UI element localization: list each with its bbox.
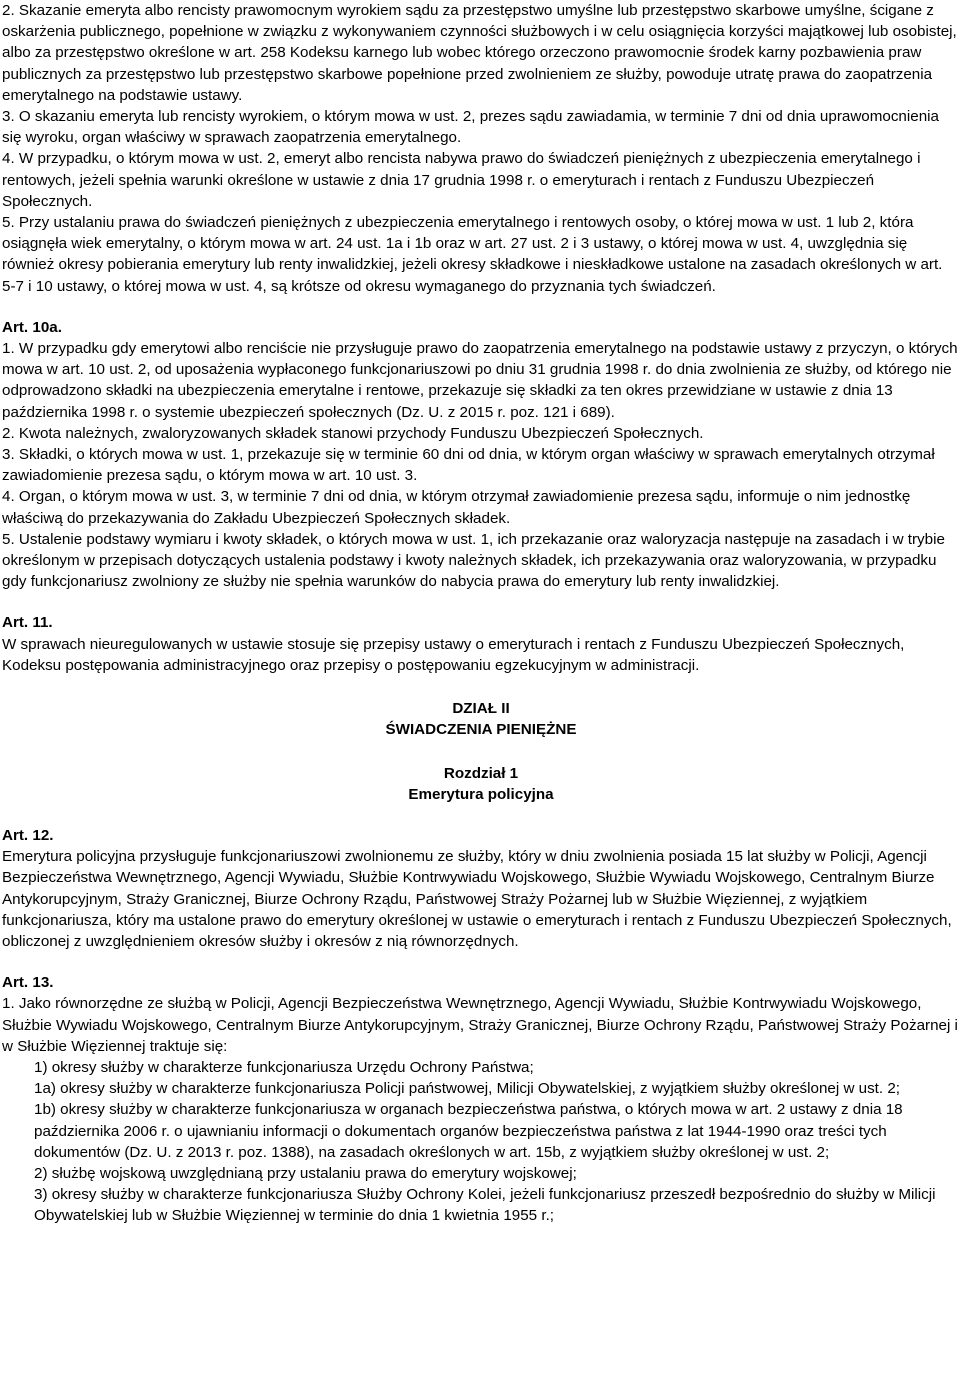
art-10a-paragraph-2: 2. Kwota należnych, zwaloryzowanych składek stanowi przychody Funduszu Ubezpieczeń Społecznych. [2,424,704,442]
art-10-paragraph-4: 4. W przypadku, o którym mowa w ust. 2, emeryt albo rencista nabywa prawo do świadczeń pieniężnych z ubezpieczenia emerytalnego i rentowych, jeżeli spełnia warunki określone w ustawie z dnia 17 grudnia 1998 r. o emeryturach i rentach z Funduszu Ubezpieczeń Społecznych. [2,150,921,210]
art-10a [2,317,960,593]
rozdzial-heading [2,763,960,805]
art-13-intro: 1. Jako równorzędne ze służbą w Policji, Agencji Bezpieczeństwa Wewnętrznego, Agencji Wywiadu, Służbie Kontrwywiadu Wojskowego, Służbie Wywiadu Wojskowego, Centralnym Biurze Antykorupcyjnym, Straży Granicznej, Biurze Ochrony Rządu, Państwowej Straży Pożarnej i w Służbie Więziennej traktuje się: [2,995,958,1055]
art-10-paragraph-3: 3. O skazaniu emeryta lub rencisty wyrokiem, o którym mowa w ust. 2, prezes sądu zawiadamia, w terminie 7 dni od dnia uprawomocnienia się wyroku, organ właściwy w sprawach zaopatrzenia emerytalnego. [2,108,939,147]
rozdzial-title: Emerytura policyjna [408,785,554,803]
art-12-text: Emerytura policyjna przysługuje funkcjonariuszowi zwolnionemu ze służby, który w dniu zwolnienia posiada 15 lat służby w Policji, Agencji Bezpieczeństwa Wewnętrznego, Agencji Wywiadu, Służbie Kontrwywiadu Wojskowego, Służbie Wywiadu Wojskowego, Centralnym Biurze Antykorupcyjnym, Straży Granicznej, Biurze Ochrony Rządu, Państwowej Straży Pożarnej lub w Służbie Więziennej, z wyjątkiem funkcjonariusza, który ma ustalone prawo do emerytury określonej w ustawie o emeryturach i rentach z Funduszu Ubezpieczeń Społecznych, obliczonej z uwzględnieniem okresów służby i okresów z nią równorzędnych. [2,848,952,950]
art-13-heading: Art. 13. [2,974,54,992]
art-10a-paragraph-4: 4. Organ, o którym mowa w ust. 3, w terminie 7 dni od dnia, w którym otrzymał zawiadomienie prezesa sądu, informuje o nim jednostkę właściwą do przekazywania do Zakładu Ubezpieczeń Społecznych składek. [2,488,911,527]
art-10a-paragraph-5: 5. Ustalenie podstawy wymiaru i kwoty składek, o których mowa w ust. 1, ich przekazanie oraz waloryzacja następuje na zasadach i w trybie określonym w przepisach dotyczących ustalenia podstawy i kwoty należnych składek, ich przekazywania oraz waloryzowania, w przypadku gdy funkcjonariusz zwolniony ze służby nie spełnia warunków do nabycia prawa do emerytury lub renty inwalidzkiej. [2,530,945,591]
art-10a-heading: Art. 10a. [2,318,62,336]
art-12-heading: Art. 12. [2,826,54,844]
art-11-heading: Art. 11. [2,614,53,632]
art-13-item-1: 1) okresy służby w charakterze funkcjonariusza Urzędu Ochrony Państwa; [34,1058,534,1076]
art-13-item-3: 3) okresy służby w charakterze funkcjonariusza Służby Ochrony Kolei, jeżeli funkcjonariusz przeszedł bezpośrednio do służby w Milicji Obywatelskiej lub w Służbie Więziennej w terminie do dnia 1 kwietnia 1955 r.; [34,1186,936,1225]
art-13 [2,972,960,1226]
art-10-continuation [2,0,960,297]
dzial-title: ŚWIADCZENIA PIENIĘŻNE [385,721,577,739]
art-10a-paragraph-3: 3. Składki, o których mowa w ust. 1, przekazuje się w terminie 60 dni od dnia, w którym organ właściwy w sprawach emerytalnych otrzymał zawiadomienie prezesa sądu, o którym mowa w art. 10 ust. 3. [2,446,935,485]
art-13-item-2: 2) służbę wojskową uwzględnianą przy ustalaniu prawa do emerytury wojskowej; [34,1164,577,1182]
art-10-paragraph-2: 2. Skazanie emeryta albo rencisty prawomocnym wyrokiem sądu za przestępstwo umyślne lub przestępstwo skarbowe umyślne, ścigane z oskarżenia publicznego, popełnione w związku z wykonywaniem czynności służbowych i w celu osiągnięcia korzyści majątkowej lub osobistej, albo za przestępstwo określone w art. 258 Kodeksu karnego lub wobec którego orzeczono prawomocnie środek karny pozbawienia praw publicznych za przestępstwo lub przestępstwo skarbowe popełnione przed zwolnieniem ze służby, powoduje utratę prawa do zaopatrzenia emerytalnego na podstawie ustawy. [2,2,957,104]
art-13-item-1a: 1a) okresy służby w charakterze funkcjonariusza Policji państwowej, Milicji Obywatelskiej, z wyjątkiem służby określonej w ust. 2; [34,1080,901,1098]
art-10-paragraph-5: 5. Przy ustalaniu prawa do świadczeń pieniężnych z ubezpieczenia emerytalnego i rentowych osoby, o której mowa w ust. 1 lub 2, która osiągnęła wiek emerytalny, o którym mowa w art. 24 ust. 1a i 1b oraz w art. 27 ust. 2 i 3 ustawy, o której mowa w ust. 4, uwzględnia się również okresy pobierania emerytury lub renty inwalidzkiej, jeżeli okresy składkowe i nieskładkowe ustalone na zasadach określonych w art. 5-7 i 10 ustawy, o której mowa w ust. 4, są krótsze od okresu wymaganego do przyznania tych świadczeń. [2,214,943,295]
art-12 [2,825,960,952]
art-13-item-1b: 1b) okresy służby w charakterze funkcjonariusza w organach bezpieczeństwa państwa, o których mowa w art. 2 ustawy z dnia 18 października 2006 r. o ujawnianiu informacji o dokumentach organów bezpieczeństwa państwa z lat 1944-1990 oraz treści tych dokumentów (Dz. U. z 2013 r. poz. 1388), na zasadach określonych w art. 15b, z wyjątkiem służby określonej w ust. 2; [34,1101,903,1161]
art-11 [2,612,960,676]
art-10a-paragraph-1: 1. W przypadku gdy emerytowi albo renciście nie przysługuje prawo do zaopatrzenia emerytalnego na podstawie ustawy z przyczyn, o których mowa w art. 10 ust. 2, od uposażenia wypłaconego funkcjonariuszowi po dniu 31 grudnia 1998 r. do dnia zwolnienia ze służby, od którego nie odprowadzono składki na ubezpieczenia emerytalne i rentowe, przekazuje się składki za ten okres przewidziane w ustawie z dnia 13 października 1998 r. o systemie ubezpieczeń społecznych (Dz. U. z 2015 r. poz. 121 i 689). [2,340,958,421]
dzial-heading [2,698,960,740]
rozdzial-number: Rozdział 1 [443,764,519,782]
dzial-number: DZIAŁ II [452,700,510,718]
art-11-text: W sprawach nieuregulowanych w ustawie stosuje się przepisy ustawy o emeryturach i rentach z Funduszu Ubezpieczeń Społecznych, Kodeksu postępowania administracyjnego oraz przepisy o postępowaniu egzekucyjnym w administracji. [2,635,905,674]
